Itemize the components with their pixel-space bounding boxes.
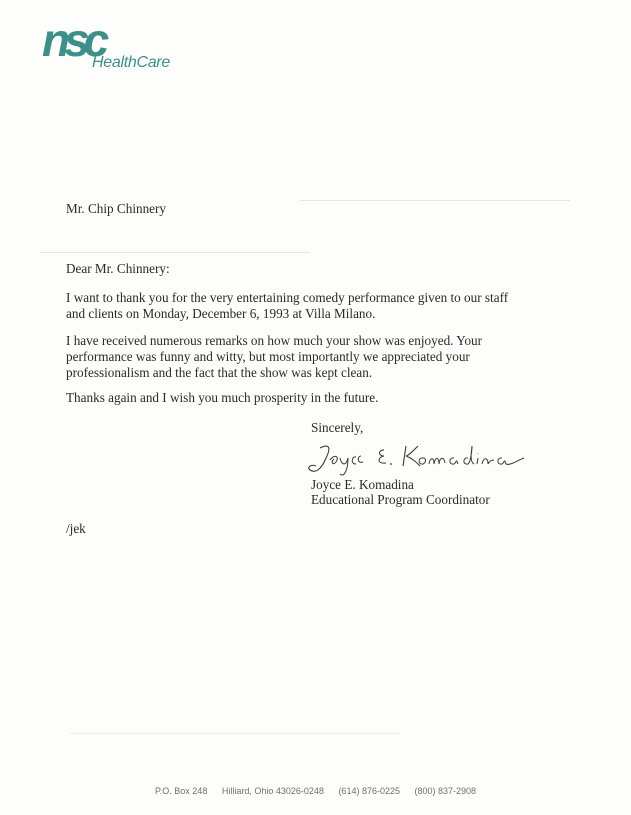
signature-graphic: [306, 440, 536, 480]
body-paragraph-2: [66, 333, 566, 381]
body-paragraph-1: [66, 290, 566, 322]
footer-city: Hilliard, Ohio 43026-0248: [221, 786, 324, 796]
paragraph-line: I have received numerous remarks on how much your show was enjoyed. Your: [66, 333, 483, 348]
letterhead-footer: [0, 786, 631, 796]
typist-initials: /jek: [66, 521, 86, 536]
footer-phone-tollfree: (800) 837-2908: [414, 786, 477, 796]
scan-line: [300, 200, 570, 201]
paragraph-line: professionalism and the fact that the show was kept clean.: [66, 365, 373, 380]
signer-title: Educational Program Coordinator: [311, 492, 490, 507]
footer-phone-local: (614) 876-0225: [338, 786, 400, 796]
paragraph-line: I want to thank you for the very entertaining comedy performance given to our staff: [66, 290, 509, 305]
scan-line: [40, 252, 310, 253]
footer-po-box: P.O. Box 248: [154, 786, 208, 796]
paragraph-line: and clients on Monday, December 6, 1993 at Villa Milano.: [66, 306, 376, 321]
closing: Sincerely,: [311, 420, 364, 435]
paragraph-line: performance was funny and witty, but most importantly we appreciated your: [66, 349, 470, 364]
salutation: Dear Mr. Chinnery:: [66, 261, 170, 276]
scan-line: [70, 733, 400, 734]
paragraph-line: Thanks again and I wish you much prosperity in the future.: [66, 390, 379, 405]
logo-mark-text: nsc: [42, 18, 104, 66]
body-paragraph-3: [66, 390, 566, 406]
handwritten-signature: [306, 440, 536, 480]
logo-subtitle: HealthCare: [92, 54, 170, 71]
recipient-name: Mr. Chip Chinnery: [66, 201, 167, 216]
signer-name: Joyce E. Komadina: [311, 477, 414, 492]
